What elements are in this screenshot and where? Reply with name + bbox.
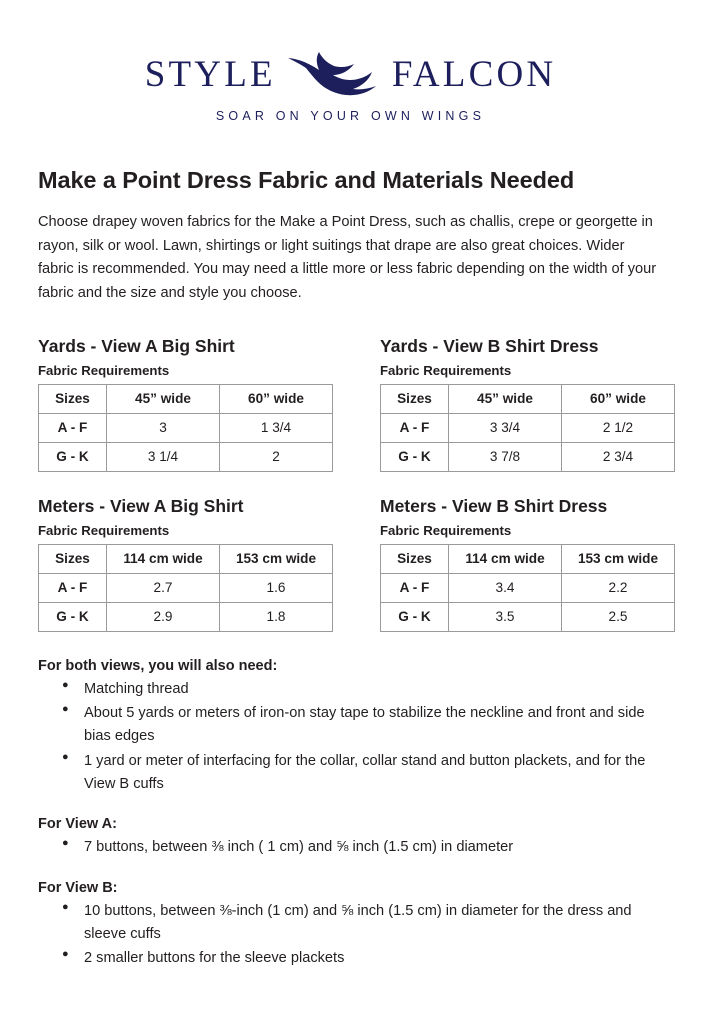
value-cell: 3.4 — [449, 573, 562, 602]
table-title: Yards - View A Big Shirt — [38, 335, 235, 356]
table-subtitle: Fabric Requirements — [380, 522, 512, 538]
column-header: Sizes — [39, 384, 107, 413]
table-row — [39, 573, 333, 602]
value-cell: 3.5 — [449, 602, 562, 631]
logo-tagline: SOAR ON YOUR OWN WINGS — [215, 109, 486, 123]
table-block-yards-view-b — [380, 336, 675, 472]
value-cell: 2.9 — [107, 602, 220, 631]
list-item: ● 2 smaller buttons for the sleeve plackets — [62, 947, 663, 970]
list-item: ● 1 yard or meter of interfacing for the collar, collar stand and button plackets, and for the View B cuffs — [62, 750, 663, 797]
table-header-row — [39, 544, 333, 573]
page-title: Make a Point Dress Fabric and Materials Needed — [38, 167, 575, 193]
both-views-heading: For both views, you will also need: — [38, 657, 278, 674]
table-row — [381, 602, 675, 631]
table-title: Meters - View B Shirt Dress — [380, 495, 608, 516]
value-cell: 2 3/4 — [562, 442, 675, 471]
table-row — [39, 442, 333, 471]
size-range-cell: A - F — [39, 573, 107, 602]
column-header: 60” wide — [562, 384, 675, 413]
table-subtitle: Fabric Requirements — [38, 362, 170, 378]
requirements-table — [38, 544, 333, 632]
value-cell: 2.7 — [107, 573, 220, 602]
view-a-list — [38, 836, 663, 859]
logo-word-style: STYLE — [144, 53, 276, 95]
column-header: Sizes — [381, 384, 449, 413]
column-header: 45” wide — [107, 384, 220, 413]
materials-notes — [38, 658, 663, 971]
table-row — [39, 602, 333, 631]
requirements-table — [38, 384, 333, 472]
value-cell: 3 1/4 — [107, 442, 220, 471]
size-range-cell: A - F — [381, 413, 449, 442]
view-b-list — [38, 900, 663, 971]
table-subtitle: Fabric Requirements — [38, 522, 170, 538]
both-views-list — [38, 678, 663, 797]
column-header: 153 cm wide — [220, 544, 333, 573]
table-row — [381, 442, 675, 471]
column-header: Sizes — [381, 544, 449, 573]
value-cell: 3 7/8 — [449, 442, 562, 471]
column-header: Sizes — [39, 544, 107, 573]
logo-wordmark — [38, 52, 663, 96]
list-item: ● 10 buttons, between ⅜-inch (1 cm) and ⅝ inch (1.5 cm) in diameter for the dress and sleeve cuffs — [62, 900, 663, 947]
table-subtitle: Fabric Requirements — [380, 362, 512, 378]
table-header-row — [381, 544, 675, 573]
column-header: 114 cm wide — [107, 544, 220, 573]
table-row — [381, 413, 675, 442]
value-cell: 1.6 — [220, 573, 333, 602]
value-cell: 3 3/4 — [449, 413, 562, 442]
falcon-icon — [286, 52, 382, 96]
size-range-cell: A - F — [381, 573, 449, 602]
list-item: ● About 5 yards or meters of iron-on stay tape to stabilize the neckline and front and side bias edges — [62, 702, 663, 749]
view-a-heading: For View A: — [38, 816, 117, 833]
size-range-cell: G - K — [381, 602, 449, 631]
table-header-row — [381, 384, 675, 413]
list-item: ● 7 buttons, between ⅜ inch ( 1 cm) and ⅝ inch (1.5 cm) in diameter — [62, 836, 663, 859]
table-row — [39, 413, 333, 442]
view-b-heading: For View B: — [38, 879, 118, 896]
size-range-cell: G - K — [39, 442, 107, 471]
table-header-row — [39, 384, 333, 413]
value-cell: 2 — [220, 442, 333, 471]
size-range-cell: A - F — [39, 413, 107, 442]
value-cell: 1.8 — [220, 602, 333, 631]
size-range-cell: G - K — [39, 602, 107, 631]
intro-paragraph: Choose drapey woven fabrics for the Make a Point Dress, such as challis, crepe or georgette in rayon, silk or wool. Lawn, shirtings or light suitings that drape are also great choices. Wider fabric is recommended. You may need a little more or less fabric depending on the width of your fabric and the size and style you choose. — [38, 214, 657, 301]
list-item: ● Matching thread — [62, 678, 663, 701]
value-cell: 1 3/4 — [220, 413, 333, 442]
table-title: Yards - View B Shirt Dress — [380, 335, 599, 356]
fabric-requirement-tables — [38, 336, 663, 632]
requirements-table — [380, 544, 675, 632]
requirements-table — [380, 384, 675, 472]
column-header: 45” wide — [449, 384, 562, 413]
column-header: 114 cm wide — [449, 544, 562, 573]
value-cell: 2.2 — [562, 573, 675, 602]
value-cell: 3 — [107, 413, 220, 442]
column-header: 60” wide — [220, 384, 333, 413]
table-block-yards-view-a — [38, 336, 380, 472]
brand-logo — [38, 0, 663, 123]
value-cell: 2 1/2 — [562, 413, 675, 442]
logo-word-falcon: FALCON — [391, 53, 557, 95]
column-header: 153 cm wide — [562, 544, 675, 573]
table-block-meters-view-b — [380, 496, 675, 632]
table-title: Meters - View A Big Shirt — [38, 495, 244, 516]
table-block-meters-view-a — [38, 496, 380, 632]
size-range-cell: G - K — [381, 442, 449, 471]
value-cell: 2.5 — [562, 602, 675, 631]
table-row — [381, 573, 675, 602]
